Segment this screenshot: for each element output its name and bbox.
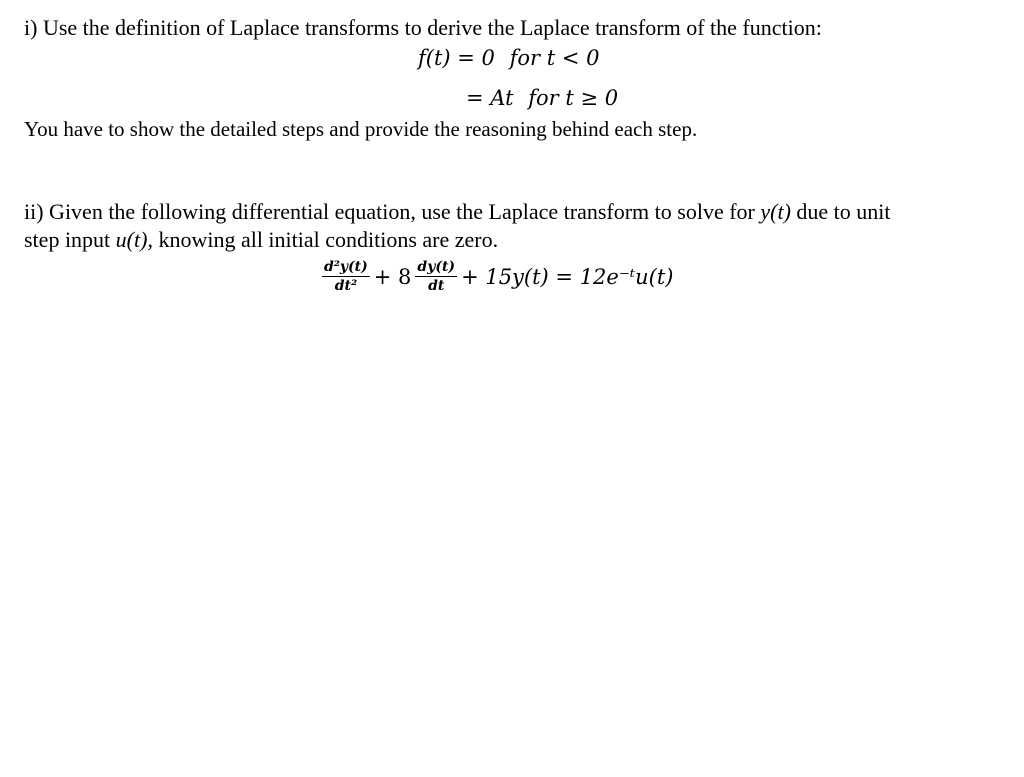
piecewise-line-2 xyxy=(466,84,618,112)
part-2-text-line-2 xyxy=(24,226,498,254)
piecewise-line-2-lhs: = At xyxy=(466,86,514,110)
fraction-1-numerator: d²y(t) xyxy=(324,259,368,275)
fraction-1-denominator: dt² xyxy=(334,278,358,294)
second-derivative-fraction xyxy=(322,258,370,295)
part-2-text-line-1 xyxy=(24,198,891,226)
piecewise-line-1-lhs: f(t) = 0 xyxy=(418,46,495,70)
part-1-instruction: You have to show the detailed steps and provide the reasoning behind each step. xyxy=(24,117,698,141)
differential-equation xyxy=(322,258,673,295)
part-2-line-1-a: ii) Given the following differential equation, use the Laplace transform to solve for xyxy=(24,199,761,224)
fraction-2-numerator: dy(t) xyxy=(417,259,456,275)
part-2-line-1-b: due to unit xyxy=(790,199,891,224)
plus-eight: + 8 xyxy=(373,264,412,289)
part-2-line-2-a: step input xyxy=(24,227,116,252)
part-2-line-2-b: , knowing all initial conditions are zero. xyxy=(147,227,499,252)
piecewise-line-1-condition: for t < 0 xyxy=(509,46,600,70)
part-2-var-u: u(t) xyxy=(115,227,148,252)
part-2-var-y: y(t) xyxy=(760,199,791,224)
equation-rest: + 15y(t) = 12e⁻ᵗu(t) xyxy=(461,264,674,289)
piecewise-line-2-condition: for t ≥ 0 xyxy=(528,86,619,110)
piecewise-line-1 xyxy=(418,44,599,72)
fraction-2-denominator: dt xyxy=(428,278,445,294)
first-derivative-fraction xyxy=(415,258,457,295)
part-1-heading: i) Use the definition of Laplace transforms to derive the Laplace transform of the function: xyxy=(24,15,822,40)
